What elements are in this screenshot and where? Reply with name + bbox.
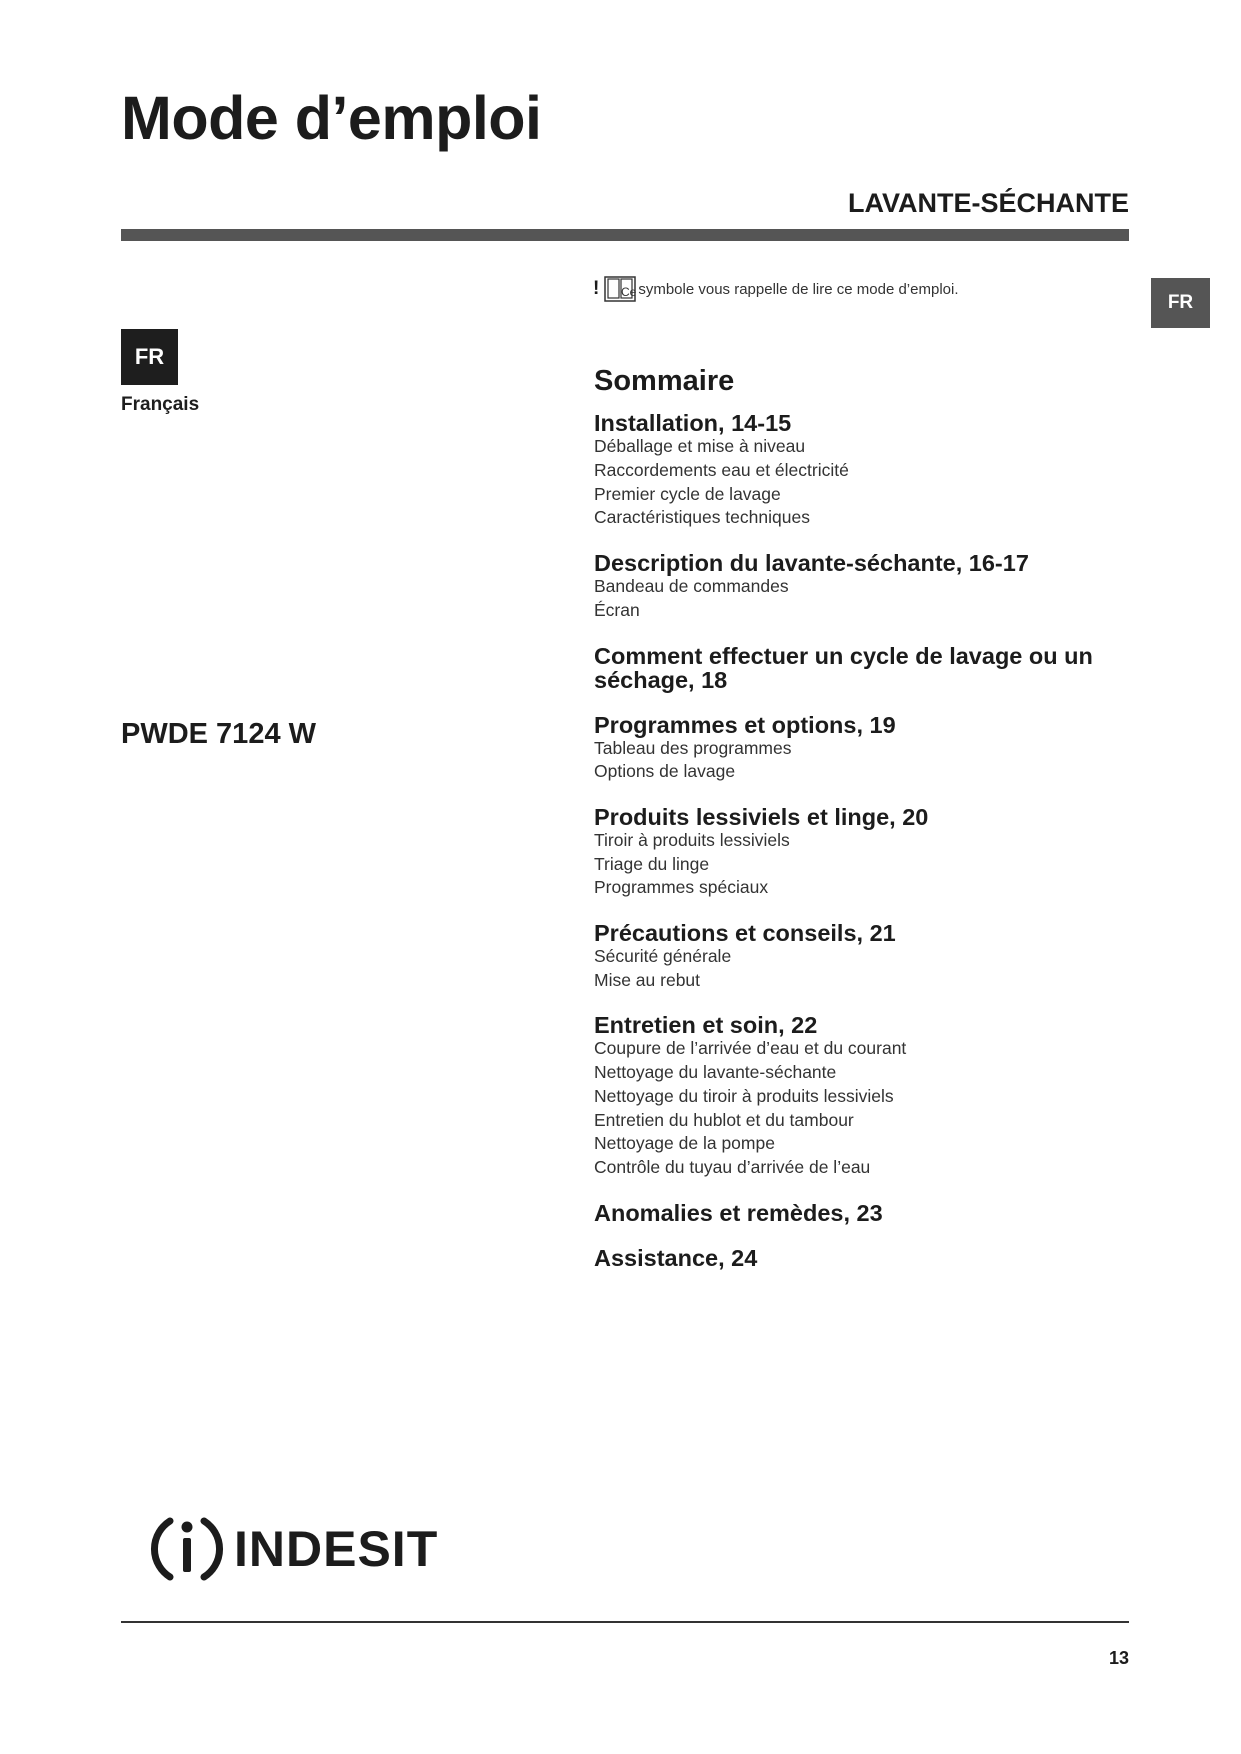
toc-section-heading: Précautions et conseils, 21 (594, 920, 896, 947)
toc-title: Sommaire (594, 365, 735, 397)
toc-section-heading: Assistance, 24 (594, 1244, 758, 1271)
model-number: PWDE 7124 W (121, 718, 316, 750)
language-name: Français (121, 394, 200, 415)
toc-subsection-item: Nettoyage du tiroir à produits lessiviels (594, 1085, 894, 1106)
toc-subsection-item: Caractéristiques techniques (594, 507, 810, 528)
toc-subsection-item: Bandeau de commandes (594, 576, 789, 597)
notice-text: symbole vous rappelle de lire ce mode d’emploi. (638, 280, 959, 298)
toc-section-heading: Description du lavante-séchante, 16-17 (594, 550, 1029, 577)
toc-subsection-item: Nettoyage du lavante-séchante (594, 1062, 837, 1083)
toc-subsection-item: Options de lavage (594, 761, 736, 782)
page-number: 13 (1108, 1648, 1129, 1668)
toc-subsection-item: Triage du linge (594, 853, 710, 874)
book-icon (604, 276, 636, 302)
toc-sections (594, 411, 1139, 1269)
toc-section (594, 921, 1139, 992)
toc-subsection-item: Raccordements eau et électricité (594, 460, 849, 481)
toc-subsection-item: Coupure de l’arrivée d’eau et du courant (594, 1038, 907, 1059)
toc-subsection-item: Premier cycle de lavage (594, 483, 781, 504)
toc-section-heading: Comment effectuer un cycle de lavage ou un séchage, 18 (594, 642, 1093, 693)
header-divider (121, 229, 1129, 241)
book-icon-text: Ce (621, 285, 637, 299)
language-side-tab: FR (1151, 278, 1210, 328)
toc-subsection-item: Programmes spéciaux (594, 877, 769, 898)
table-of-contents (594, 365, 1139, 1291)
product-type-heading: LAVANTE-SÉCHANTE (848, 188, 1129, 218)
toc-section (594, 551, 1139, 622)
toc-subsection-item: Écran (594, 599, 640, 620)
indesit-logo-icon (148, 1510, 226, 1588)
toc-subsection-item: Nettoyage de la pompe (594, 1133, 775, 1154)
read-manual-notice (593, 276, 959, 302)
toc-subsection-item: Déballage et mise à niveau (594, 436, 806, 457)
toc-section (594, 1201, 1139, 1225)
toc-section-heading: Programmes et options, 19 (594, 711, 896, 738)
toc-subsection-item: Sécurité générale (594, 946, 732, 967)
toc-subsection-item: Entretien du hublot et du tambour (594, 1109, 854, 1130)
toc-section (594, 713, 1139, 784)
toc-subsection-item: Contrôle du tuyau d’arrivée de l’eau (594, 1157, 871, 1177)
toc-section (594, 1013, 1139, 1179)
footer-divider (121, 1621, 1129, 1623)
page-title: Mode d’emploi (121, 84, 542, 152)
toc-section-heading: Produits lessiviels et linge, 20 (594, 803, 929, 830)
toc-subsection-item: Tiroir à produits lessiviels (594, 829, 790, 850)
language-badge: FR (121, 329, 178, 385)
toc-section-heading: Entretien et soin, 22 (594, 1012, 818, 1039)
toc-section (594, 644, 1139, 692)
brand-wordmark: INDESIT (234, 1521, 439, 1577)
toc-section (594, 805, 1139, 900)
toc-section-heading: Anomalies et remèdes, 23 (594, 1199, 883, 1226)
toc-section-heading: Installation, 14-15 (594, 410, 792, 437)
toc-subsection-item: Tableau des programmes (594, 737, 792, 758)
toc-subsection-item: Mise au rebut (594, 969, 701, 990)
brand-logo (148, 1510, 438, 1588)
toc-section (594, 1246, 1139, 1270)
toc-section (594, 411, 1139, 530)
notice-exclamation: ! (593, 278, 600, 299)
